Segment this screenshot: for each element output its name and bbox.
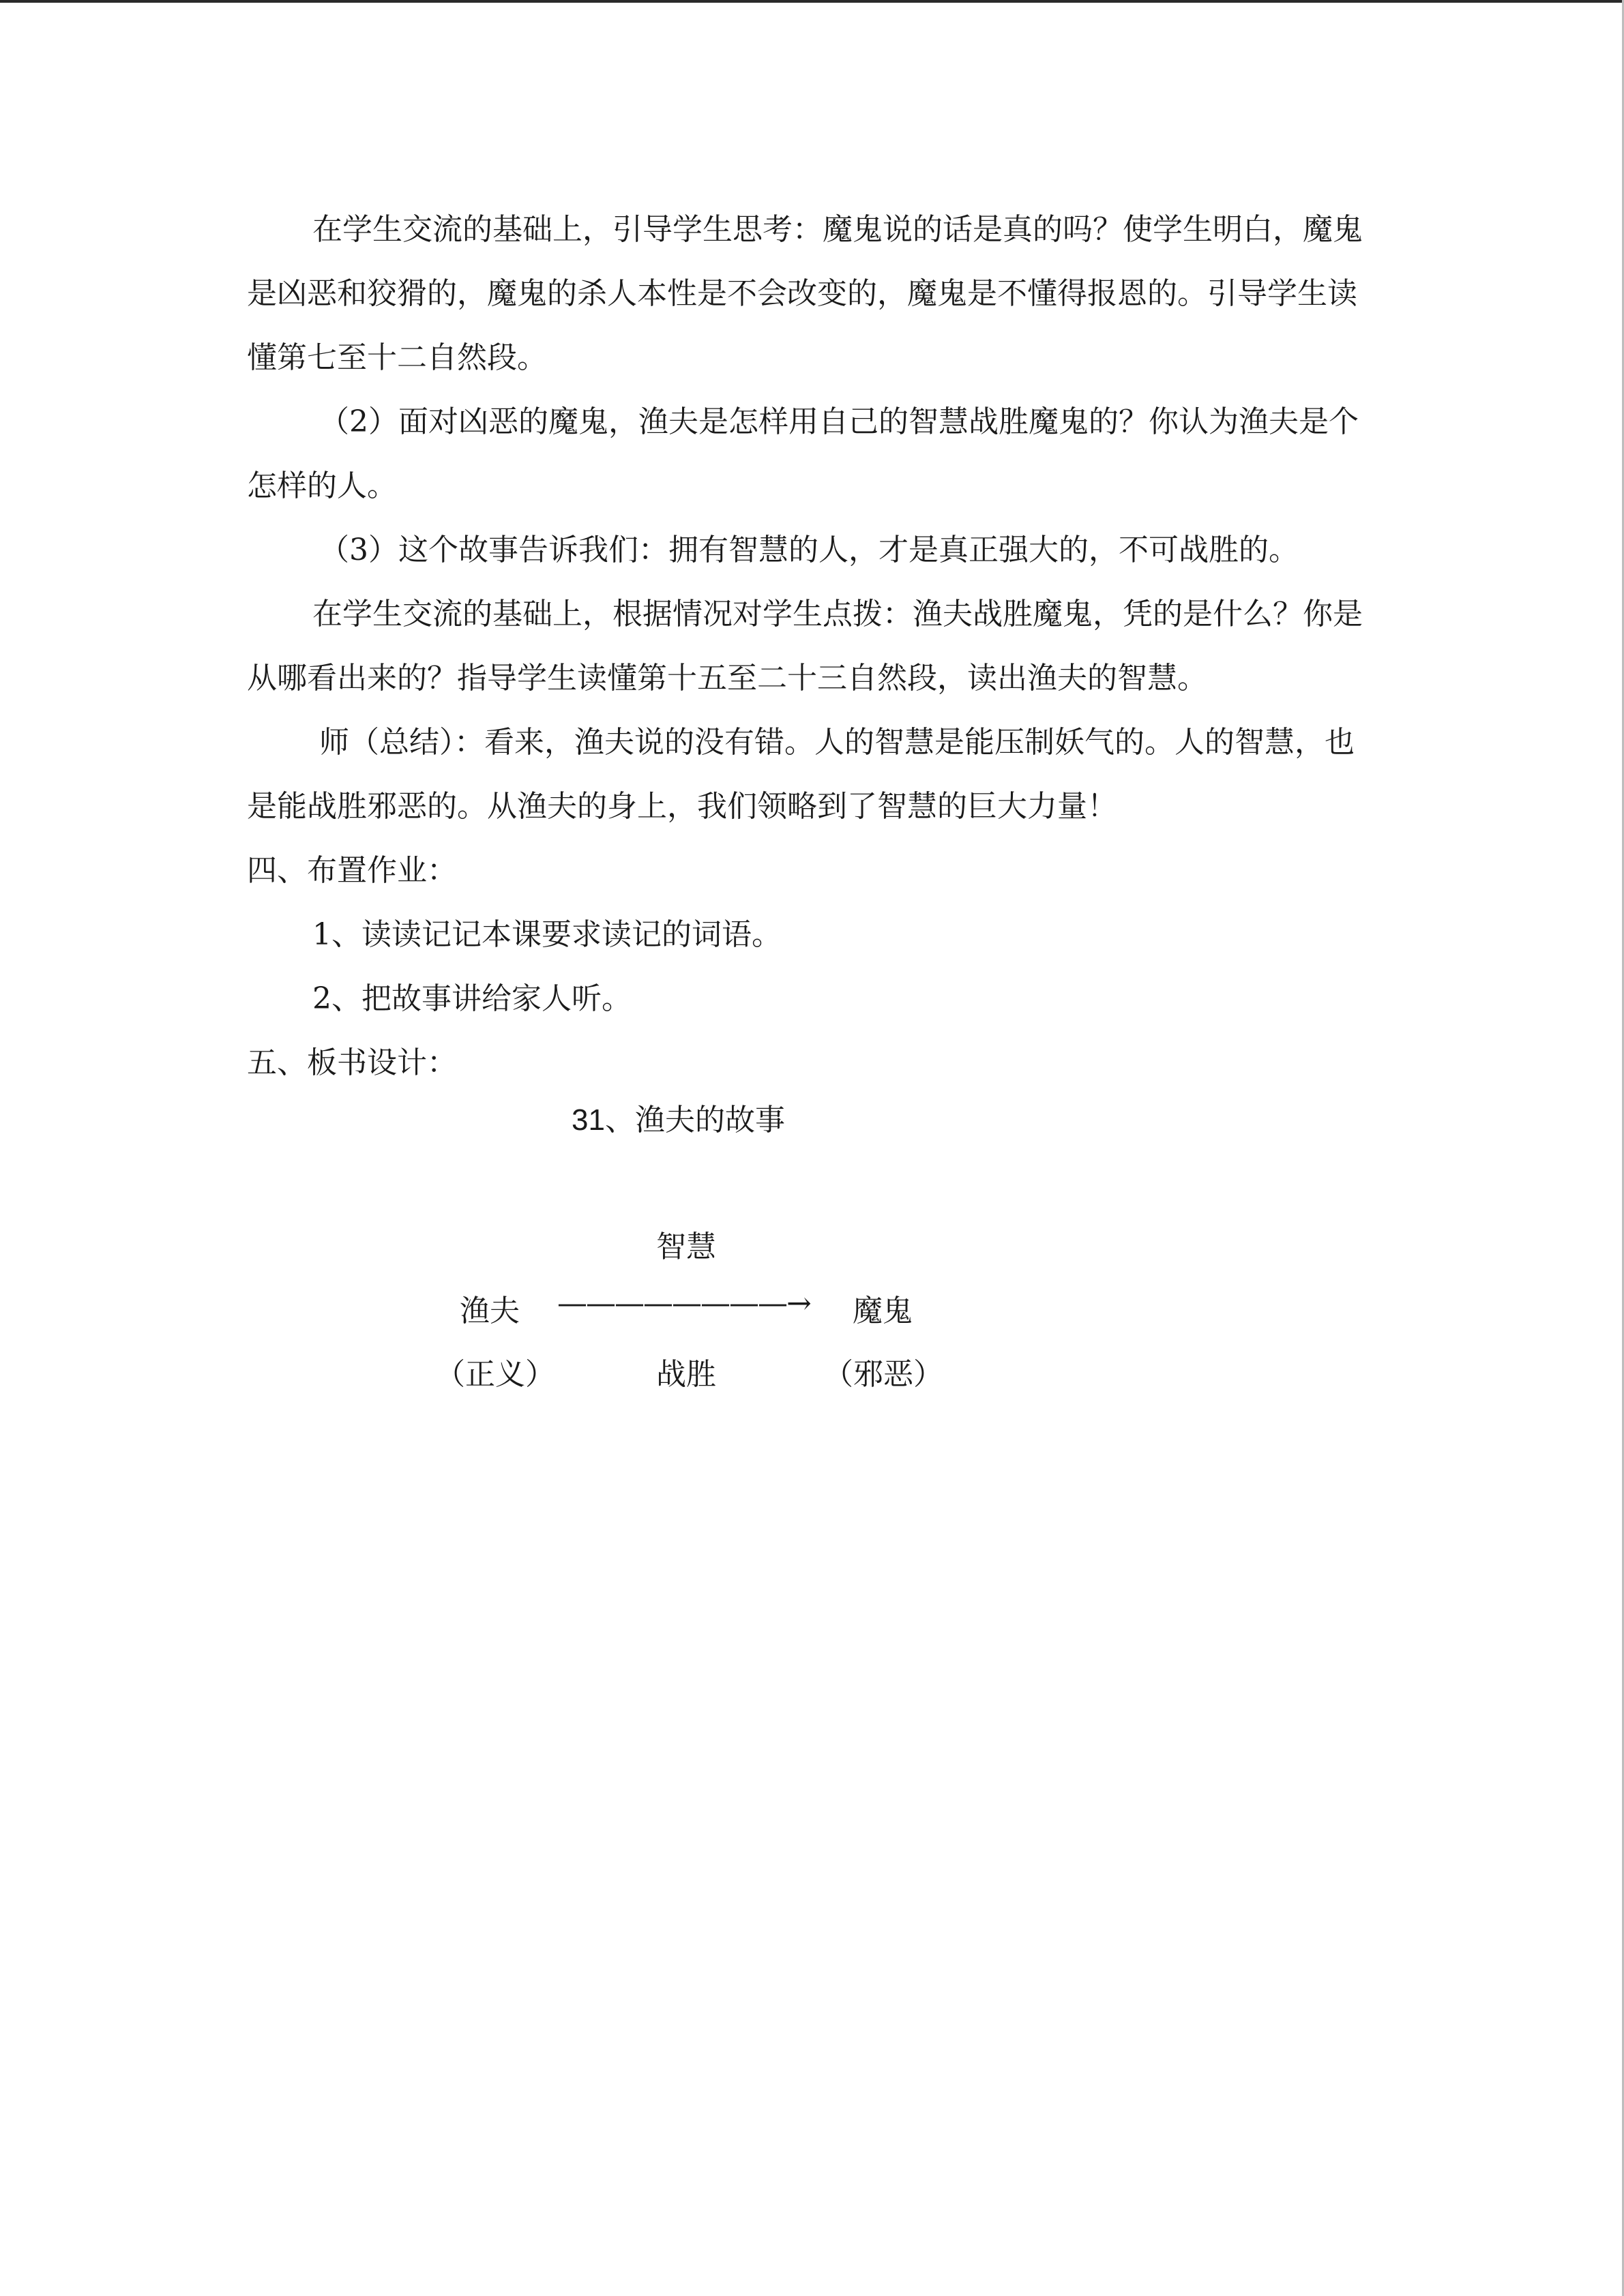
homework-item-2: 2、把故事讲给家人听。 [312, 981, 632, 1016]
document-page [247, 198, 1379, 1416]
homework-item-1: 1、读读记记本课要求读记的词语。 [312, 917, 782, 952]
paragraph-3: （3）这个故事告诉我们：拥有智慧的人，才是真正强大的，不可战胜的。 [319, 533, 1299, 567]
paragraph-2: （2）面对凶恶的魔鬼，渔夫是怎样用自己的智慧战胜魔鬼的？你认为渔夫是个怎样的人。 [247, 404, 1359, 503]
board-top-label: 智慧 [656, 1229, 716, 1264]
board-title: 31、渔夫的故事 [572, 1103, 785, 1137]
board-bottom-left-label: （正义） [435, 1357, 555, 1392]
board-design [247, 1095, 1379, 1416]
board-left-label: 渔夫 [460, 1294, 520, 1328]
board-bottom-mid-label: 战胜 [656, 1357, 716, 1392]
paragraph-5: 师（总结）：看来，渔夫说的没有错。人的智慧是能压制妖气的。人的智慧，也是能战胜邪恶的。从渔夫的身上，我们领略到了智慧的巨大力量！ [247, 725, 1355, 824]
board-heading: 五、板书设计： [247, 1045, 457, 1080]
board-right-label: 魔鬼 [853, 1294, 913, 1328]
arrow-right-icon: ————————→ [557, 1286, 810, 1321]
board-bottom-right-label: （邪恶） [823, 1357, 943, 1392]
paragraph-1: 在学生交流的基础上，引导学生思考：魔鬼说的话是真的吗？使学生明白，魔鬼是凶恶和狡猾的，魔鬼的杀人本性是不会改变的，魔鬼是不懂得报恩的。引导学生读懂第七至十二自然段。 [247, 212, 1363, 375]
paragraph-4: 在学生交流的基础上，根据情况对学生点拨：渔夫战胜魔鬼，凭的是什么？你是从哪看出来的？指导学生读懂第十五至二十三自然段，读出渔夫的智慧。 [247, 597, 1363, 696]
page-top-border [0, 0, 1624, 3]
homework-heading: 四、布置作业： [247, 853, 457, 888]
